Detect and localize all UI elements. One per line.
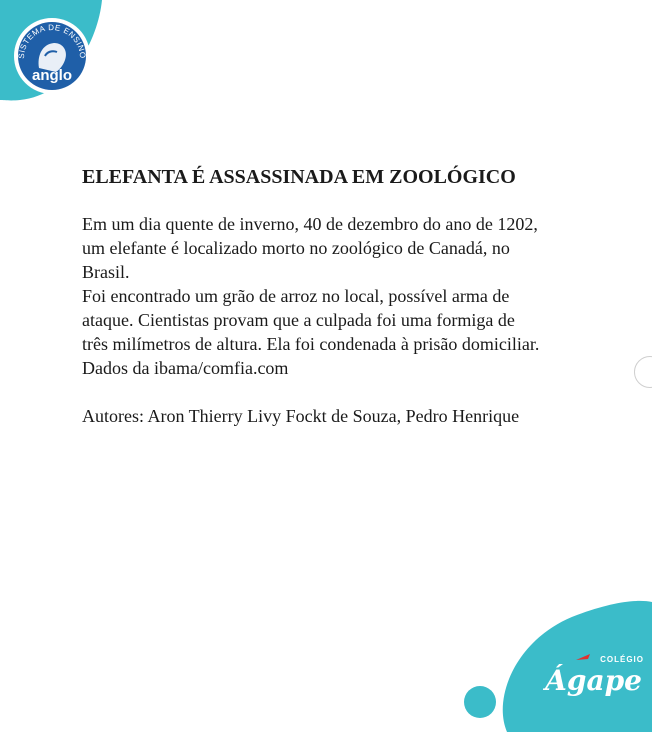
anglo-word: anglo [32,67,72,84]
accent-mark-icon [576,654,590,660]
article-authors: Autores: Aron Thierry Livy Fockt de Souza, Pedro Henrique [82,406,520,426]
agape-word: Ágape [545,664,642,697]
agape-logo [538,650,646,704]
agape-small-label: COLÉGIO [600,655,644,664]
article [82,165,542,428]
article-body: Em um dia quente de inverno, 40 de dezembro do ano de 1202, um elefante é localizado morto no zoológico de Canadá, no Brasil. Foi encontrado um grão de arroz no local, possível arma de ataque. Cientistas provam que a culpada foi uma formiga de três milímetros de altura. Ela foi condenada à prisão domiciliar. Dados da ibama/comfia.com [82,214,540,378]
anglo-logo [12,16,92,96]
next-slide-indicator[interactable] [634,356,652,388]
anglo-ring-text: SISTEMA DE ENSINO [16,22,88,60]
article-title: ELEFANTA É ASSASSINADA EM ZOOLÓGICO [82,166,516,188]
